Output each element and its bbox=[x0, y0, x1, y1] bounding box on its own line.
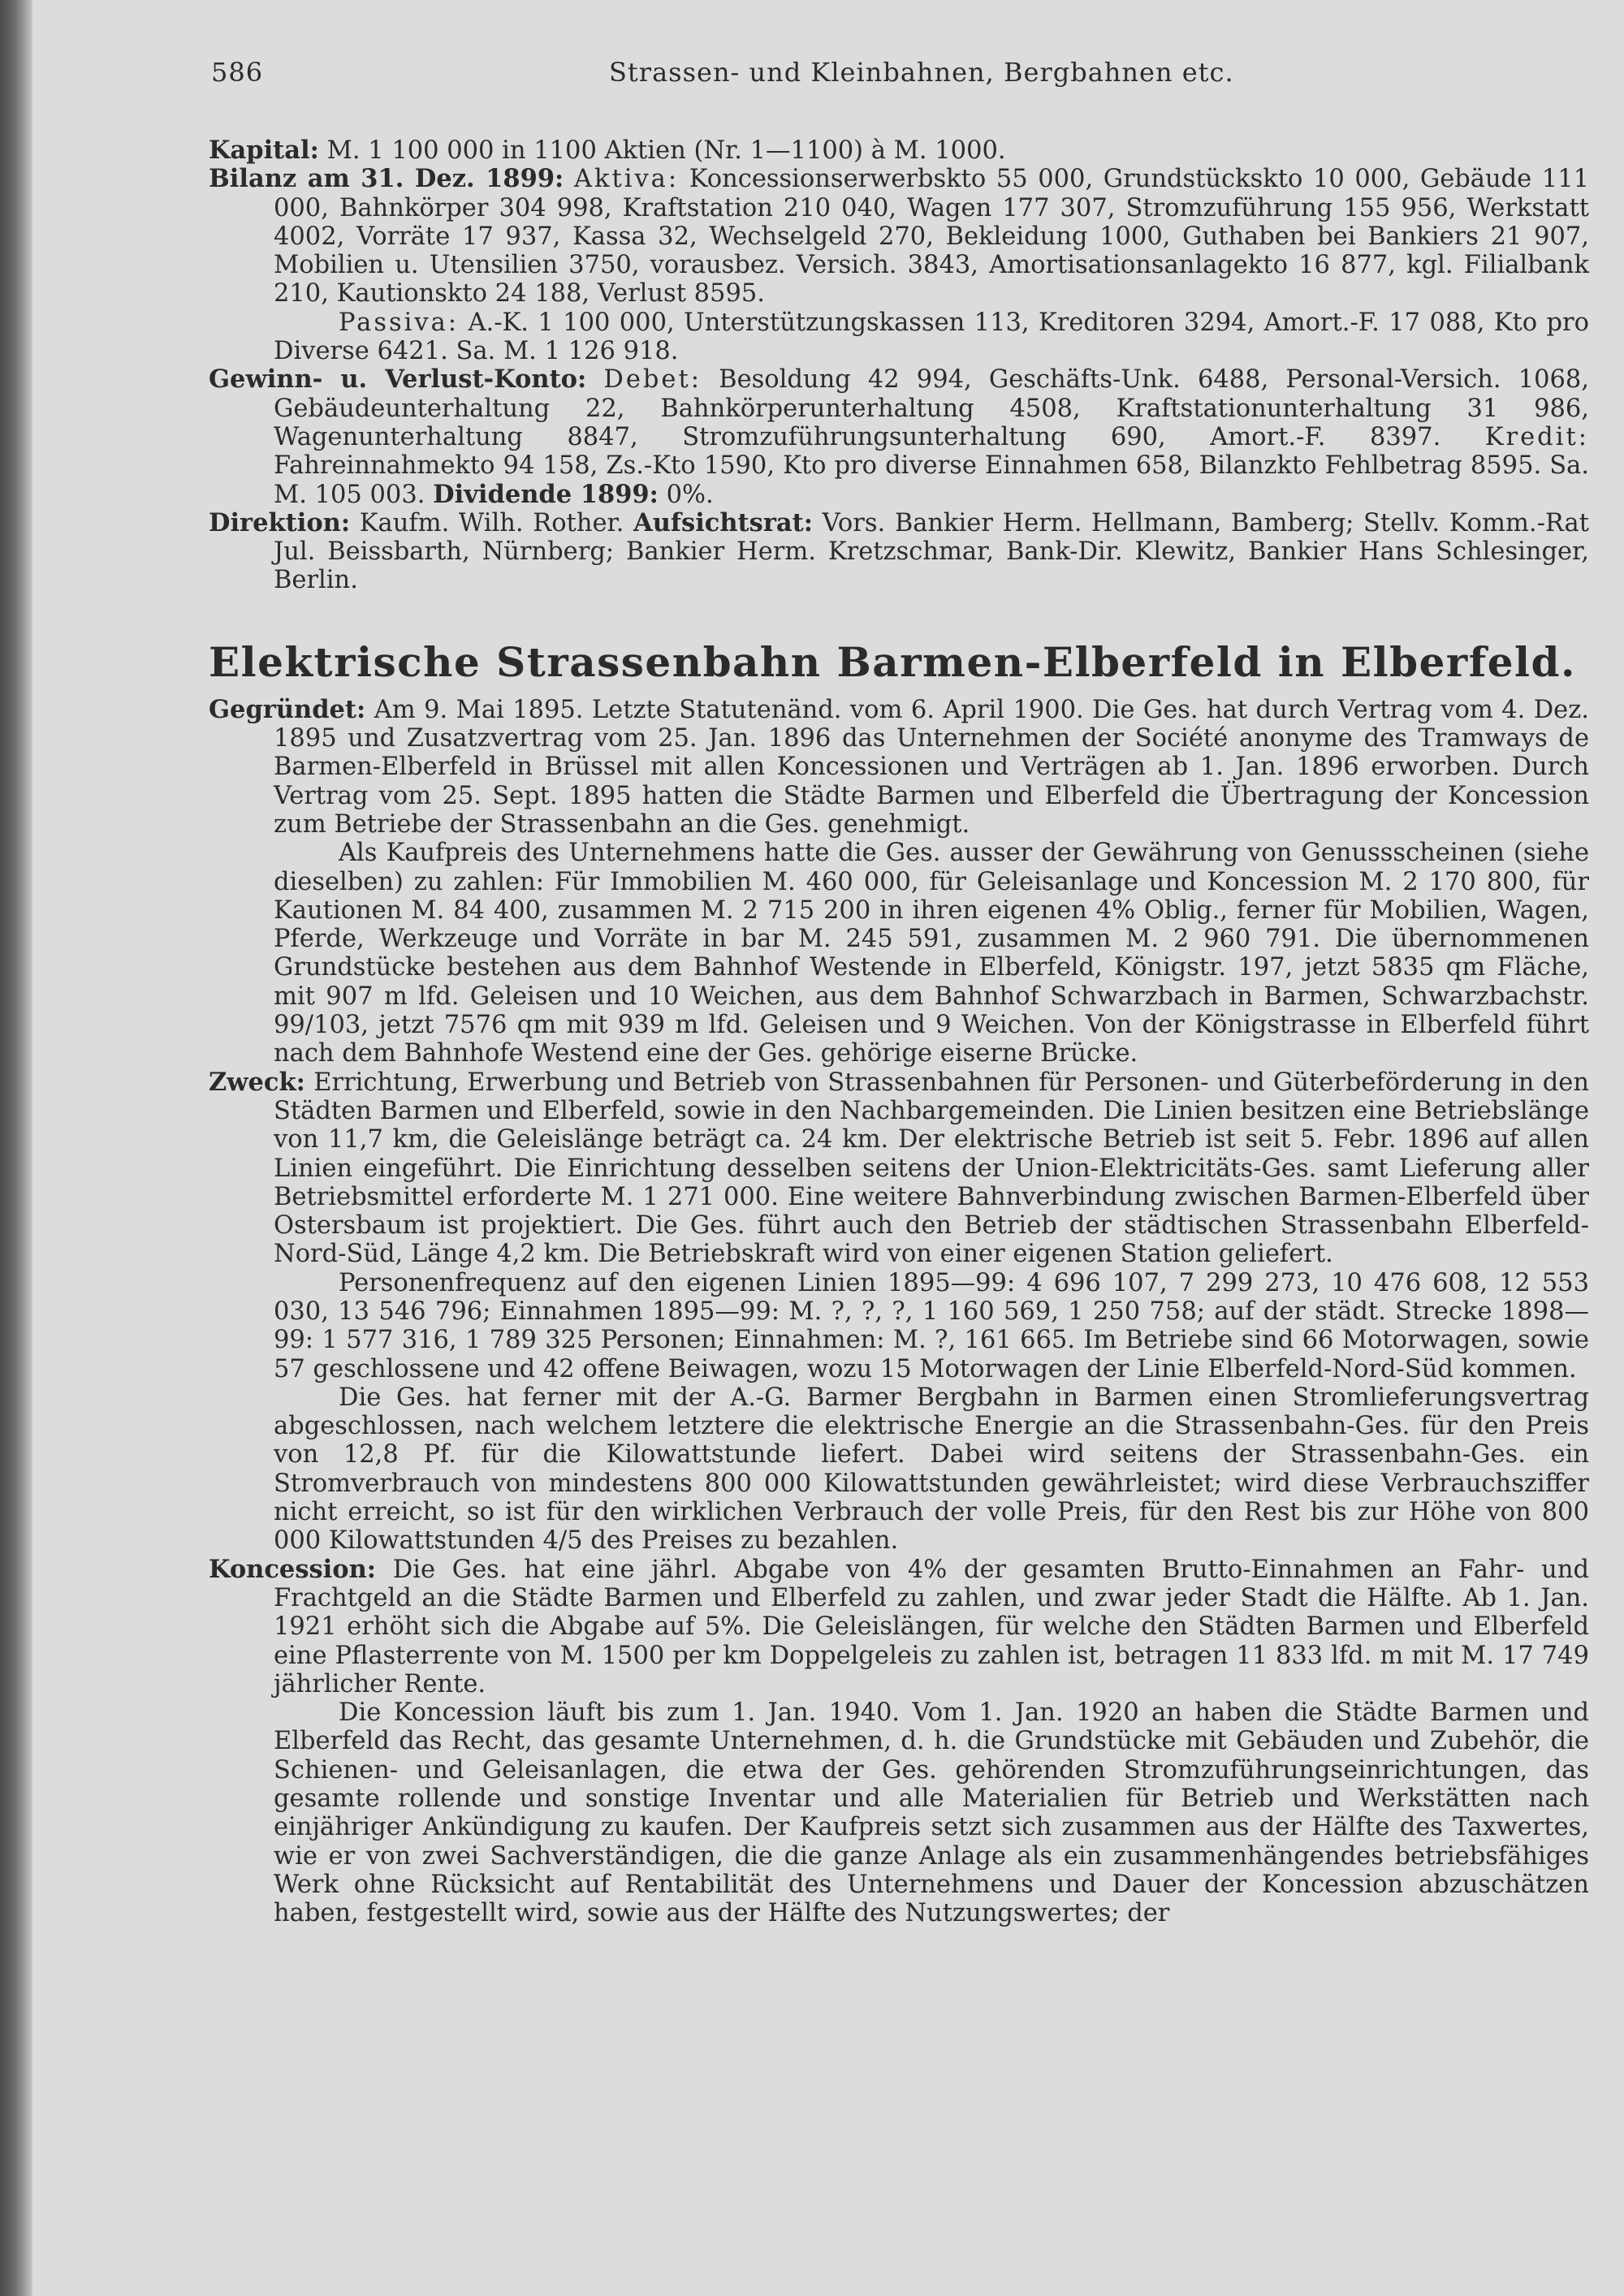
dividende-label: Dividende 1899: bbox=[433, 479, 659, 509]
passiva-text: A.-K. 1 100 000, Unterstützungskassen 113, Kreditoren 3294, Amort.-F. 17 088, Kto pro Diverse 6421. Sa. M. 1 126 918. bbox=[274, 308, 1589, 366]
direktion-text: Kaufm. Wilh. Rother. bbox=[359, 508, 624, 537]
aktiva-label: Aktiva: bbox=[573, 165, 680, 194]
aufsichtsrat-label: Aufsichtsrat: bbox=[633, 507, 813, 537]
dividende-text: 0%. bbox=[666, 480, 714, 509]
koncession-text: Die Ges. hat eine jährl. Abgabe von 4% der gesamten Brutto-Einnahmen an Fahr- und Frachtgeld an die Städte Barmen und Elberfeld zu zahlen, und zwar jeder Stadt die Hälfte. Ab 1. Jan. 1921 erhöht sich die Abgabe auf 5%. Die Geleislängen, für welche den Städten Barmen und Elberfeld eine Pflasterrente von M. 1500 per km Doppelgeleis zu zahlen ist, betragen 11 833 lfd. m mit M. 17 749 jährlicher Rente. bbox=[274, 1555, 1589, 1698]
page-header bbox=[211, 57, 1608, 97]
zweck-text: Errichtung, Erwerbung und Betrieb von Strassenbahnen für Personen- und Güterbeförderung in den Städten Barmen und Elberfeld, sowie in den Nachbargemeinden. Die Linien besitzen eine Betriebslänge von 11,7 km, die Geleislänge beträgt ca. 24 km. Der elektrische Betrieb ist seit 5. Febr. 1896 auf allen Linien eingeführt. Die Einrichtung desselben seitens der Union-Elektricitäts-Ges. samt Lieferung aller Betriebsmittel erforderte M. 1 271 000. Eine weitere Bahnverbindung zwischen Barmen-Elberfeld über Ostersbaum ist projektiert. Die Ges. führt auch den Betrieb der städtischen Strassenbahn Elberfeld-Nord-Süd, Länge 4,2 km. Die Betriebskraft wird von einer eigenen Station geliefert. bbox=[274, 1068, 1589, 1269]
koncession-entry bbox=[209, 1556, 1589, 1698]
aufsichtsrat-text: Vors. Bankier Herm. Hellmann, Bamberg; Stellv. Komm.-Rat Jul. Beissbarth, Nürnberg; Bankier Herm. Kretzschmar, Bank-Dir. Klewitz, Bankier Hans Schlesinger, Berlin. bbox=[274, 508, 1589, 595]
document-page bbox=[32, 0, 1624, 2296]
gegruendet-entry bbox=[209, 696, 1589, 839]
personenfrequenz-paragraph: Personenfrequenz auf den eigenen Linien 1895—99: 4 696 107, 7 299 273, 10 476 608, 12 553 030, 13 546 796; Einnahmen 1895—99: M. ?, ?, ?, 1 160 569, 1 250 758; auf der städt. Strecke 1898—99: 1 577 316, 1 789 325 Personen; Einnahmen: M. ?, 161 665. Im Betriebe sind 66 Motorwagen, sowie 57 geschlossene und 42 offene Beiwagen, wozu 15 Motorwagen der Linie Elberfeld-Nord-Süd kommen. bbox=[274, 1268, 1589, 1383]
stromlieferung-paragraph: Die Ges. hat ferner mit der A.-G. Barmer Bergbahn in Barmen einen Stromlieferungsvertrag abgeschlossen, nach welchem letztere die elektrische Energie an die Strassenbahn-Ges. für den Preis von 12,8 Pf. für die Kilowattstunde liefert. Dabei wird seitens der Strassenbahn-Ges. ein Stromverbrauch von mindestens 800 000 Kilowattstunden gewährleistet; wird diese Verbrauchsziffer nicht erreicht, so ist für den wirklichen Verbrauch der volle Preis, für den Rest bis zur Höhe von 800 000 Kilowattstunden 4/5 des Preises zu bezahlen. bbox=[274, 1383, 1589, 1556]
bilanz-label: Bilanz am 31. Dez. 1899: bbox=[209, 164, 564, 194]
debet-label: Debet: bbox=[603, 365, 702, 395]
gegruendet-label: Gegründet: bbox=[209, 694, 366, 724]
passiva-label: Passiva: bbox=[339, 308, 460, 337]
kapital-entry bbox=[209, 136, 1589, 165]
aktiva-text: Koncessionserwerbskto 55 000, Grundstückskto 10 000, Gebäude 111 000, Bahnkörper 304 998, Kraftstation 210 040, Wagen 177 307, Stromzuführung 155 956, Werkstatt 4002, Vorräte 17 937, Kassa 32, Wechselgeld 270, Bekleidung 1000, Guthaben bei Bankiers 21 907, Mobilien u. Utensilien 3750, vorausbez. Versich. 3843, Amortisationsanlagekto 16 877, kgl. Filialbank 210, Kautionskto 24 188, Verlust 8595. bbox=[274, 165, 1590, 309]
kredit-text: Fahreinnahmekto 94 158, Zs.-Kto 1590, Kto pro diverse Einnahmen 658, Bilanzkto Fehlbetrag 8595. Sa. M. 105 003. bbox=[274, 451, 1589, 509]
debet-text: Besoldung 42 994, Geschäfts-Unk. 6488, Personal-Versich. 1068, Gebäudeunterhaltung 22, Bahnkörperunterhaltung 4508, Kraftstationunterhaltung 31 986, Wagenunterhaltung 8847, Stromzuführungsunterhaltung 690, Amort.-F. 8397. bbox=[274, 365, 1589, 451]
direktion-entry bbox=[209, 509, 1589, 595]
zweck-label: Zweck: bbox=[209, 1067, 305, 1097]
direktion-label: Direktion: bbox=[209, 507, 351, 537]
bilanz-entry bbox=[209, 165, 1589, 308]
koncession-label: Koncession: bbox=[209, 1554, 377, 1584]
kapital-label: Kapital: bbox=[209, 136, 319, 165]
kredit-label: Kredit: bbox=[1484, 422, 1589, 451]
page-number: 586 bbox=[211, 57, 264, 88]
kapital-text: M. 1 100 000 in 1100 Aktien (Nr. 1—1100) à M. 1000. bbox=[326, 136, 1006, 165]
running-title: Strassen- und Kleinbahnen, Bergbahnen etc. bbox=[609, 57, 1234, 88]
kaufpreis-paragraph: Als Kaufpreis des Unternehmens hatte die Ges. ausser der Gewährung von Genussscheinen (siehe dieselben) zu zahlen: Für Immobilien M. 460 000, für Geleisanlage und Koncession M. 2 170 800, für Kautionen M. 84 400, zusammen M. 2 715 200 in ihren eigenen 4% Oblig., ferner für Mobilien, Wagen, Pferde, Werkzeuge und Vorräte in bar M. 245 591, zusammen M. 2 960 791. Die übernommenen Grundstücke bestehen aus dem Bahnhof Westende in Elberfeld, Königstr. 197, jetzt 5835 qm Fläche, mit 907 m lfd. Geleisen und 10 Weichen, aus dem Bahnhof Schwarzbach in Barmen, Schwarzbachstr. 99/103, jetzt 7576 qm mit 939 m lfd. Geleisen und 9 Weichen. Von der Königstrasse in Elberfeld führt nach dem Bahnhofe Westend eine der Ges. gehörige eiserne Brücke. bbox=[274, 839, 1589, 1068]
company-title: Elektrische Strassenbahn Barmen-Elberfeld in Elberfeld. bbox=[209, 637, 1576, 686]
page-body bbox=[209, 136, 1589, 1928]
passiva-paragraph bbox=[209, 309, 1589, 366]
koncession-laufzeit-paragraph: Die Koncession läuft bis zum 1. Jan. 1940. Vom 1. Jan. 1920 an haben die Städte Barmen und Elberfeld das Recht, das gesamte Unternehmen, d. h. die Grundstücke mit Gebäuden und Zubehör, die Schienen- und Geleisanlagen, die etwa der Ges. gehörenden Stromzuführungseinrichtungen, das gesamte rollende und sonstige Inventar und alle Materialien für Betrieb und Werkstätten nach einjähriger Ankündigung zu kaufen. Der Kaufpreis setzt sich zusammen aus der Hälfte des Taxwertes, wie er von zwei Sachverständigen, die die ganze Anlage als ein zusammenhängendes betriebsfähiges Werk ohne Rücksicht auf Rentabilität des Unternehmens und Dauer der Koncession abzuschätzen haben, festgestellt wird, sowie aus der Hälfte des Nutzungswertes; der bbox=[274, 1698, 1589, 1928]
gewinn-entry bbox=[209, 365, 1589, 508]
gewinn-label: Gewinn- u. Verlust-Konto: bbox=[209, 365, 587, 395]
zweck-entry bbox=[209, 1068, 1589, 1269]
binding-edge bbox=[0, 0, 32, 2296]
gegruendet-text: Am 9. Mai 1895. Letzte Statutenänd. vom 6. April 1900. Die Ges. hat durch Vertrag vom 4. Dez. 1895 und Zusatzvertrag vom 25. Jan. 1896 das Unternehmen der Société anonyme des Tramways de Barmen-Elberfeld in Brüssel mit allen Koncessionen und Verträgen ab 1. Jan. 1896 erworben. Durch Vertrag vom 25. Sept. 1895 hatten die Städte Barmen und Elberfeld die Übertragung der Koncession zum Betriebe der Strassenbahn an die Ges. genehmigt. bbox=[274, 695, 1589, 839]
